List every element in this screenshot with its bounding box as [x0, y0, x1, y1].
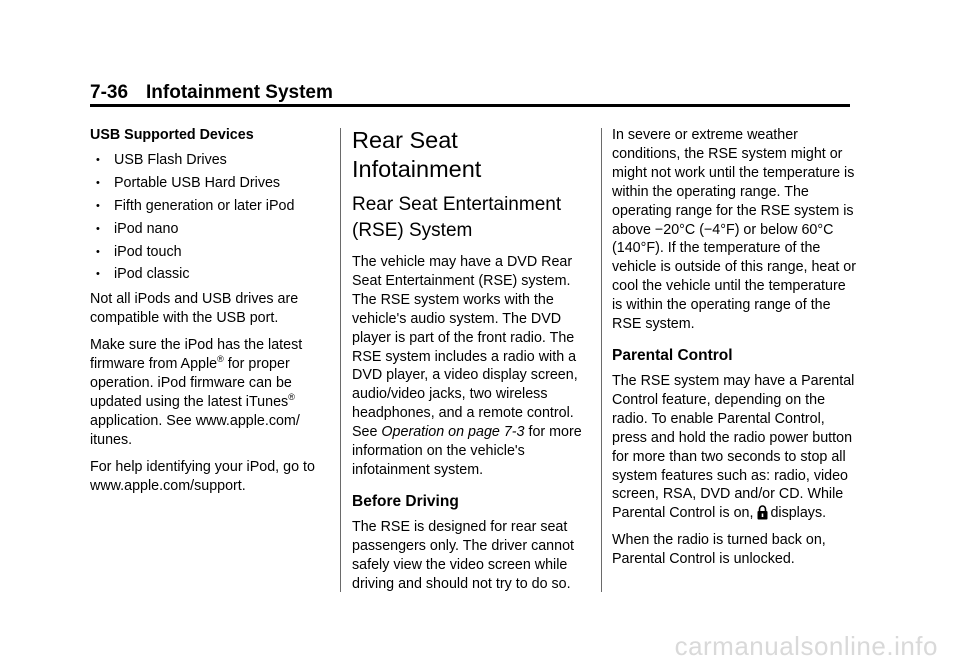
list-item: • USB Flash Drives: [96, 151, 227, 168]
list-item: • iPod touch: [96, 243, 182, 260]
usb-devices-heading: USB Supported Devices: [90, 127, 254, 143]
list-item: • iPod nano: [96, 220, 179, 237]
list-item: • Fifth generation or later iPod: [96, 197, 295, 214]
subsection-heading: Rear Seat Entertainment (RSE) System: [352, 194, 562, 241]
section-heading: Rear Seat Infotainment: [352, 127, 482, 182]
compatibility-paragraph: Not all iPods and USB drives are compatible with the USB port.: [90, 291, 299, 327]
registered-mark: ®: [217, 354, 224, 365]
column-divider-2: [601, 128, 602, 592]
before-driving-paragraph: The RSE is designed for rear seat passengers only. The driver cannot safely view the video screen while driving and should not try to do so.: [352, 518, 574, 592]
column-divider-1: [340, 128, 341, 592]
bullet-icon: •: [96, 268, 100, 281]
bullet-icon: •: [96, 199, 100, 212]
column-3: [612, 126, 858, 577]
unlock-paragraph: When the radio is turned back on, Parental Control is unlocked.: [612, 532, 826, 568]
list-item: • Portable USB Hard Drives: [96, 174, 281, 191]
list-item: • iPod classic: [96, 266, 190, 283]
column-1: [90, 126, 326, 503]
bullet-icon: •: [96, 222, 100, 235]
weather-paragraph: In severe or extreme weather conditions, the RSE system might or might not work until the temperature is within the operating range. The operating range for the RSE system is above −20°C (−4°F) or below 60°C (140°F). If the temperature of the vehicle is outside of this range, heat or cool the vehicle until the temperature is within the operating range of the RSE system.: [612, 127, 856, 333]
help-paragraph: For help identifying your iPod, go to www.apple.com/support.: [90, 458, 315, 494]
watermark: carmanualsonline.info: [674, 631, 938, 661]
cross-reference-link[interactable]: Operation on page 7-3: [381, 424, 525, 441]
section-title: Infotainment System: [146, 82, 333, 103]
page-number: 7-36: [90, 82, 129, 103]
firmware-paragraph: Make sure the iPod has the latest firmware from Apple® for proper operation. iPod firmware can be updated using the latest iTunes® application. See www.apple.com/ itunes.: [90, 337, 303, 448]
parental-control-heading: Parental Control: [612, 346, 733, 364]
registered-mark: ®: [288, 391, 295, 402]
before-driving-heading: Before Driving: [352, 492, 459, 510]
bullet-icon: •: [96, 245, 100, 258]
parental-control-paragraph: The RSE system may have a Parental Control feature, depending on the radio. To enable Parental Control, press and hold the radio power button for more than two seconds to stop all system features such as: radio, video screen, RSA, DVD and/or CD. While Parental Control is on, displays.: [612, 372, 855, 522]
usb-device-list: [90, 151, 326, 284]
header-rule: [90, 104, 850, 107]
bullet-icon: •: [96, 176, 100, 189]
bullet-icon: •: [96, 153, 100, 166]
column-2: [352, 126, 590, 602]
lock-icon: [757, 505, 768, 520]
rse-intro-paragraph: The vehicle may have a DVD Rear Seat Entertainment (RSE) system. The RSE system works with the vehicle's audio system. The DVD player is part of the front radio. The RSE system includes a radio with a DVD player, a video display screen, audio/video jacks, two wireless headphones, and a remote control. See Operation on page 7-3 for more information on the vehicle's infotainment system.: [352, 254, 582, 478]
page-header: [90, 80, 850, 106]
